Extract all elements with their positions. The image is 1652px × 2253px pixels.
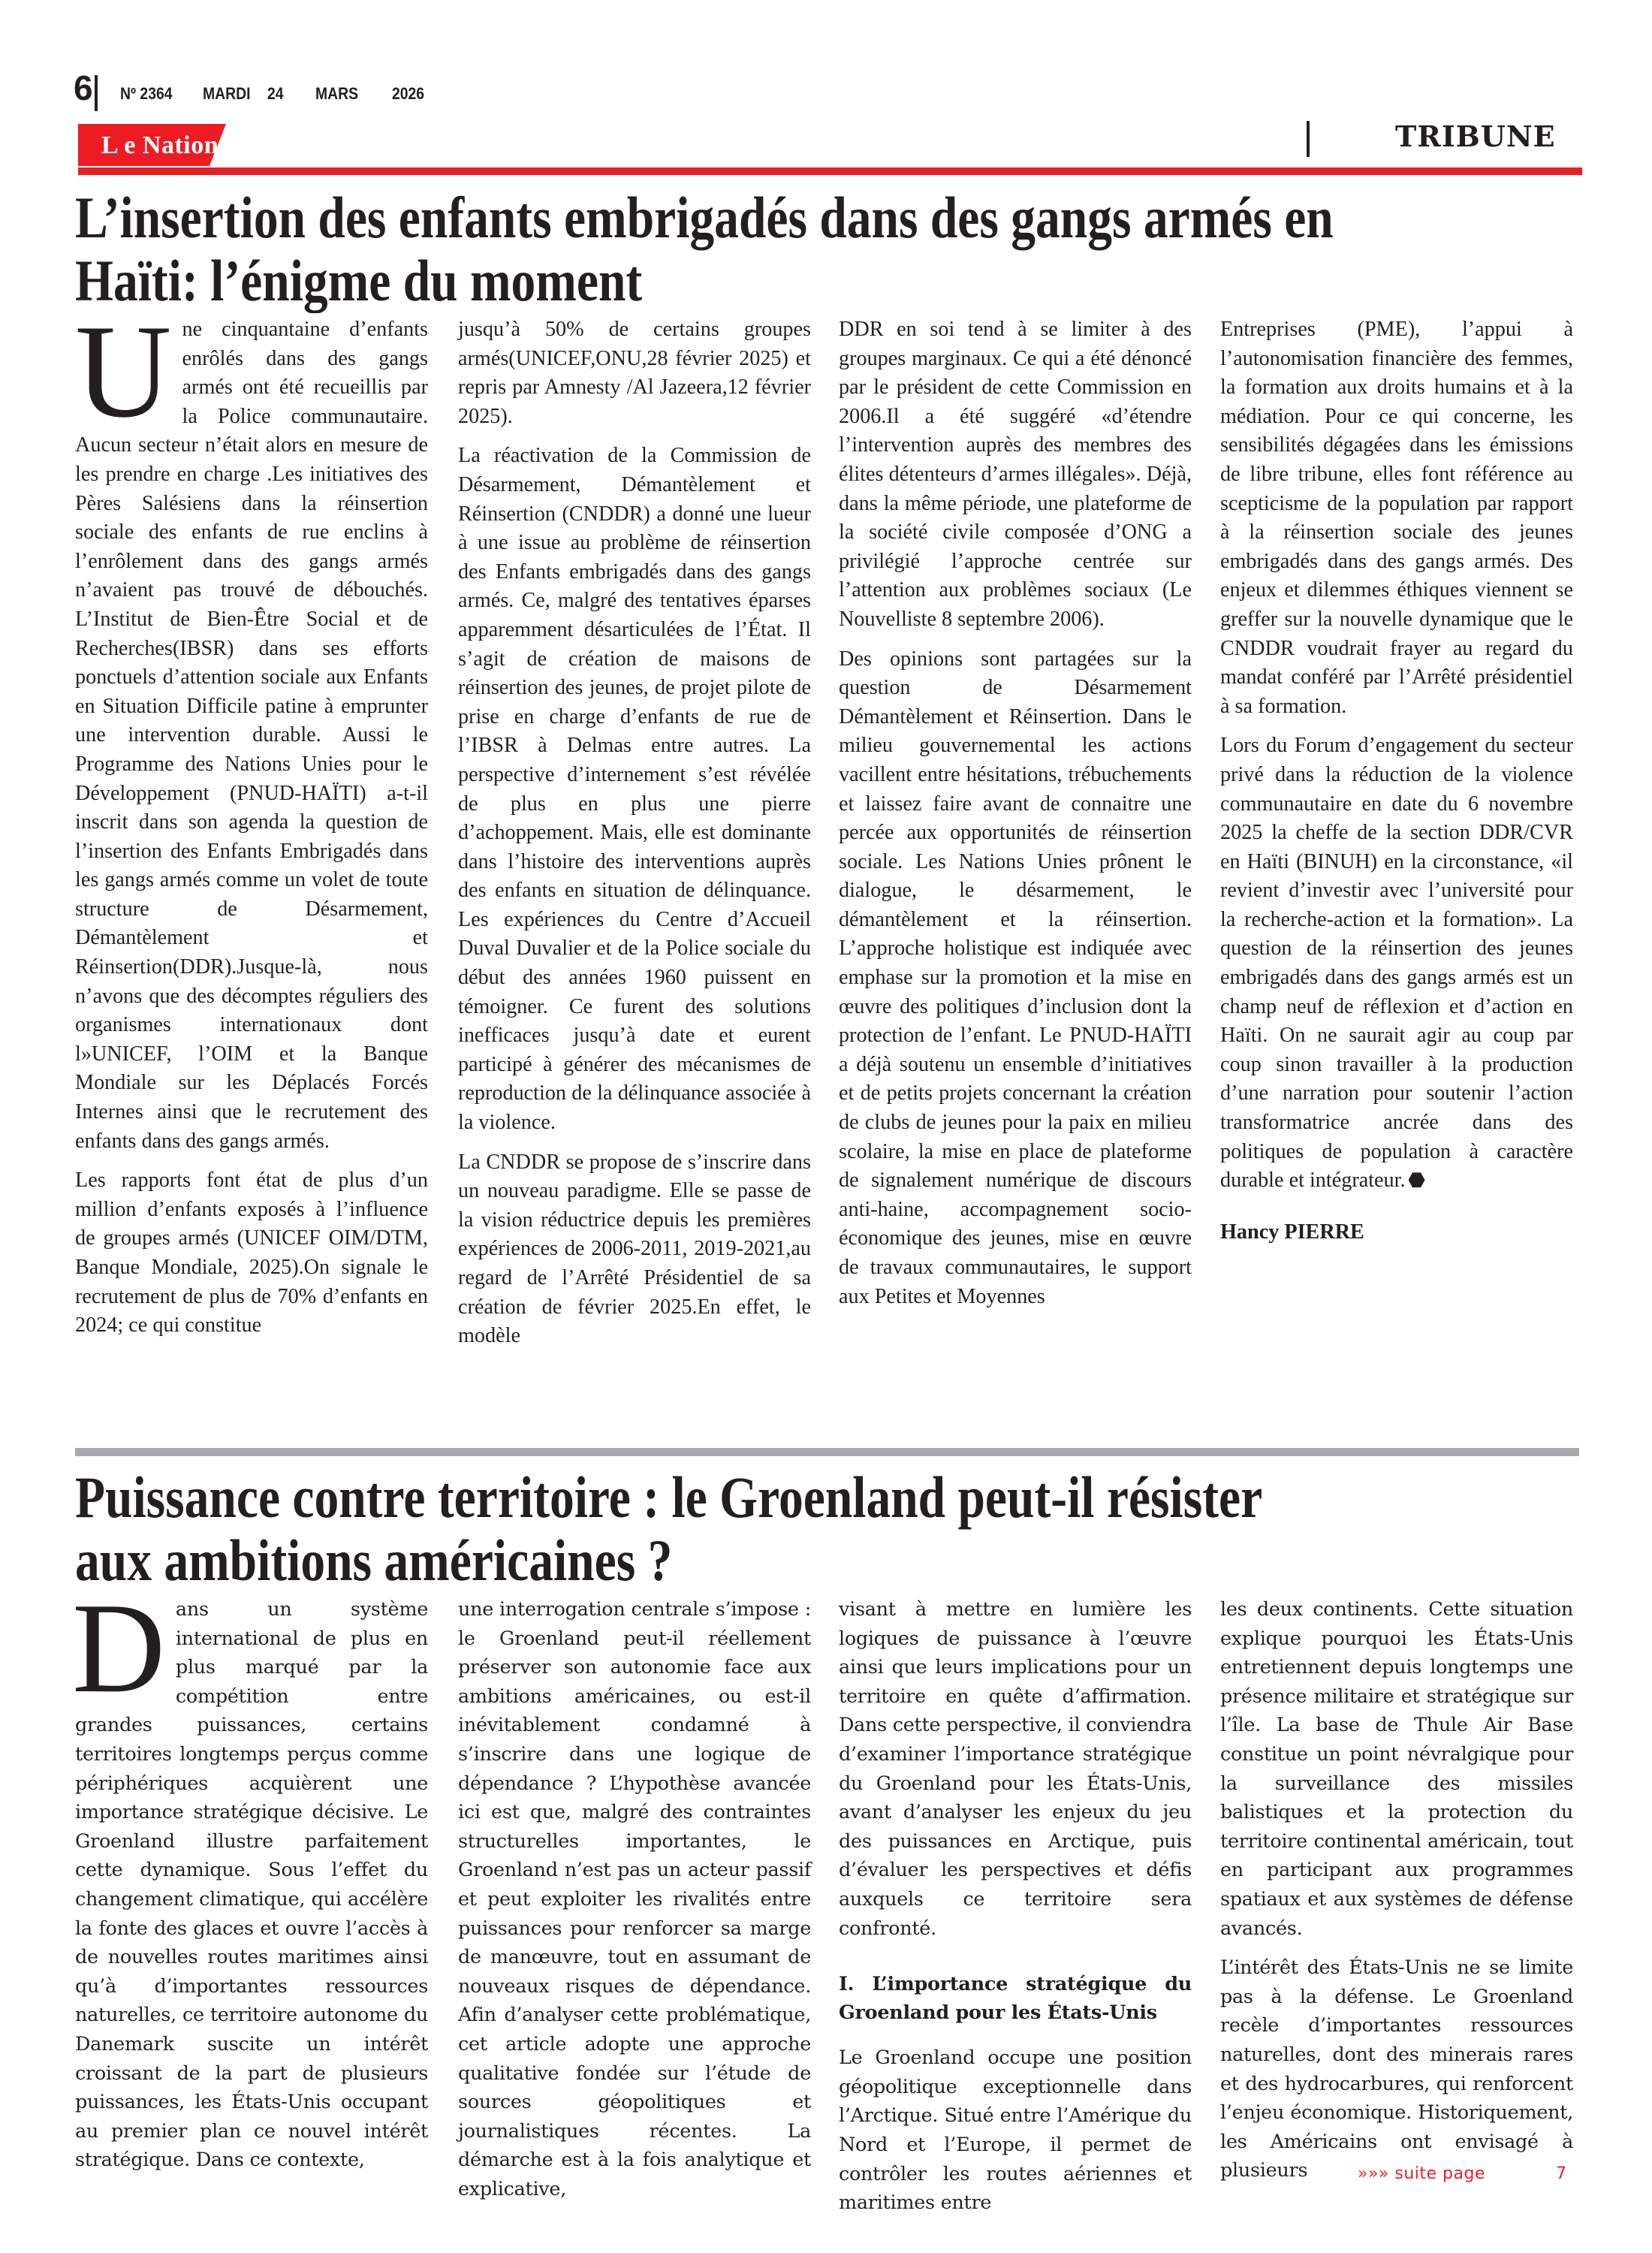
article1-column-1 xyxy=(75,297,428,1351)
article2-title-line1: Puissance contre territoire : le Groenland peut-il résister xyxy=(75,1464,1263,1530)
article1-paragraph: Entreprises (PME), l’appui à l’autonomisation financière des femmes, la formation aux droits humains et à la médiation. Pour ce qui concerne, les sensibilités dégagées dans les émissions de libre tribune, elles font référence au scepticisme de la population par rapport à la réinsertion sociale des jeunes embrigadés dans des gangs armés. Des enjeux et dilemmes éthiques viennent se greffer sur la nouvelle dynamique que le CNDDR voudrait frayer au regard du mandat conféré par l’Arrêté présidentiel à sa formation. xyxy=(1220,318,1573,718)
issue-month: MARS xyxy=(315,84,359,103)
author-byline: Hancy PIERRE xyxy=(1220,1220,1364,1244)
article2-column-3 xyxy=(839,1595,1192,2228)
section-subheading: I. L’importance stratégique du Groenland pour les États-Unis xyxy=(839,1973,1192,2025)
article1-title xyxy=(75,186,1334,312)
article2-title xyxy=(75,1466,1262,1592)
article2-paragraph: les deux continents. Cette situation explique pourquoi les États-Unis entretiennent depuis longtemps une présence militaire et stratégique sur l’île. La base de Thule Air Base constitue un point névralgique pour la surveillance des missiles balistiques et la protection du territoire continental américain, tout en participant aux programmes spatiaux et aux systèmes de défense avancés. xyxy=(1220,1598,1573,1940)
continued-page-number[interactable]: 7 xyxy=(1556,2164,1566,2183)
article1-paragraph: La CNDDR se propose de s’inscrire dans un nouveau paradigme. Elle se passe de la vision réductrice depuis les premières expériences de 2006-2011, 2019-2021,au regard de l’Arrêté Présidentiel de sa création de février 2025.En effet, le modèle xyxy=(458,1150,811,1348)
page-number: 6 xyxy=(74,68,93,107)
article1-column-4 xyxy=(1220,315,1573,1257)
article2-paragraph: une interrogation centrale s’impose : le Groenland peut-il réellement préserver son autonomie face aux ambitions américaines, ou est-il inévitablement condamné à s’inscrire dans une logique de dépendance ? L’hypothèse avancée ici est que, malgré des contraintes structurelles importantes, le Groenland n’est pas un acteur passif et peut exploiter les rivalités entre puissances pour renforcer sa marge de manœuvre, tout en assumant de nouveaux risques de dépendance. Afin d’analyser cette problématique, cet article adopte une approche qualitative fondée sur l’étude de sources géopolitiques et journalistiques récentes. La démarche est à la fois analytique et explicative, xyxy=(458,1598,811,2200)
article1-paragraph: Une cinquantaine d’enfants enrôlés dans des gangs armés ont été recueillis par la Police communautaire. Aucun secteur n’était alors en mesure de les prendre en charge .Les initiatives des Pères Salésiens dans la réinsertion sociale des enfants de rue enclins à l’enrôlement dans des gangs armés n’avaient pas trouvé de débouchés. L’Institut de Bien-Être Social et de Recherches(IBSR) dans ses efforts ponctuels d’attention sociale aux Enfants en Situation Difficile patine à emprunter une intervention durable. Aussi le Programme des Nations Unies pour le Développement (PNUD-HAÏTI) a-t-il inscrit dans son agenda la question de l’insertion des Enfants Embrigadés dans les gangs armés comme un volet de toute structure de Désarmement, Démantèlement et Réinsertion(DDR).Jusque-là, nous n’avons que des décomptes réguliers des organismes internationaux dont l»UNICEF, l’OIM et la Banque Mondiale sur les Déplacés Forcés Internes ainsi que le recrutement des enfants dans des gangs armés. xyxy=(75,297,428,1153)
continued-on-label[interactable]: »»» suite page xyxy=(1358,2164,1485,2183)
section-label: TRIBUNE xyxy=(1395,119,1556,153)
article1-title-line1: L’insertion des enfants embrigadés dans des gangs armés en xyxy=(75,185,1334,250)
issue-day: MARDI xyxy=(203,84,251,103)
article2-column-1 xyxy=(72,1577,428,2185)
issue-number: Nº 2364 xyxy=(120,84,173,103)
article2-column-4 xyxy=(1220,1595,1573,2196)
article1-column-3 xyxy=(839,315,1192,1322)
drop-cap: D xyxy=(72,1577,165,1720)
page-number-divider xyxy=(95,75,98,111)
article1-paragraph: Lors du Forum d’engagement du secteur privé dans la réduction de la violence communautaire en date du 6 novembre 2025 la cheffe de la section DDR/CVR en Haïti (BINUH) en la circonstance, «il revient d’investir avec l’université pour la recherche-action et la formation». La question de la réinsertion des jeunes embrigadés dans des gangs armés est un champ neuf de réflexion et d’action en Haïti. On ne saurait agir au coup par coup sinon travailler à la production d’une narration pour soutenir l’action transformatrice ancrée dans des politiques de population à caractère durable et intégrateur. xyxy=(1220,734,1573,1193)
issue-date: 24 xyxy=(267,84,284,103)
section-divider xyxy=(1307,121,1310,157)
article1-paragraph: DDR en soi tend à se limiter à des groupes marginaux. Ce qui a été dénoncé par le président de cette Commission en 2006.Il a été suggéré «d’étendre l’intervention auprès des membres des élites détenteurs d’armes illégales». Déjà, dans la même période, une plateforme de la société civile composée d’ONG a privilégié l’approche centrée sur l’attention aux problèmes sociaux (Le Nouvelliste 8 septembre 2006). xyxy=(839,318,1192,631)
article1-paragraph: Les rapports font état de plus d’un million d’enfants exposés à l’influence de groupes armés (UNICEF OIM/DTM, Banque Mondiale, 2025).On signale le recrutement de plus de 70% d’enfants en 2024; ce qui constitue xyxy=(75,1169,428,1338)
header-red-rule xyxy=(78,167,1582,175)
article1-title-line2: Haïti: l’énigme du moment xyxy=(75,248,643,313)
article1-paragraph: jusqu’à 50% de certains groupes armés(UNICEF,ONU,28 février 2025) et repris par Amnesty /Al Jazeera,12 février 2025). xyxy=(458,318,811,428)
article2-paragraph: visant à mettre en lumière les logiques de puissance à l’œuvre ainsi que leurs implications pour un territoire en quête d’affirmation. Dans cette perspective, il conviendra d’examiner l’importance stratégique du Groenland pour les États-Unis, avant d’analyser les enjeux du jeu des puissances en Arctique, puis d’évaluer les perspectives et défis auxquels ce territoire sera confronté. xyxy=(839,1598,1192,1940)
article1-column-2 xyxy=(458,315,811,1362)
article2-title-line2: aux ambitions américaines ? xyxy=(75,1528,673,1593)
issue-year: 2026 xyxy=(392,84,425,103)
end-of-article-icon xyxy=(1409,1172,1425,1188)
drop-cap: U xyxy=(75,297,172,445)
article1-paragraph: Des opinions sont partagées sur la question de Désarmement Démantèlement et Réinsertion. Dans le milieu gouvernemental les actions vacillent entre hésitations, trébuchements et laissez faire avant de connaitre une percée aux opportunités de réinsertion sociale. Les Nations Unies prônent le dialogue, le désarmement, le démantèlement et la réinsertion. L’approche holistique est indiquée avec emphase sur la promotion et la mise en œuvre des politiques d’inclusion dont la protection de l’enfant. Le PNUD-HAÏTI a déjà soutenu un ensemble d’initiatives et de petits projets concernant la création de clubs de jeunes pour la paix en milieu scolaire, la mise en place de plateforme de signalement numérique de discours anti-haine, accompagnement socio-économique des jeunes, mise en œuvre de travaux communautaires, le support aux Petites et Moyennes xyxy=(839,647,1192,1308)
article2-column-2 xyxy=(458,1595,811,2214)
article-divider xyxy=(75,1448,1579,1456)
publication-name: L e National xyxy=(101,131,240,159)
article1-paragraph: La réactivation de la Commission de Désarmement, Démantèlement et Réinsertion (CNDDR) a donné une lueur à une issue au problème de réinsertion des Enfants embrigadés dans des gangs armés. Ce, malgré des tentatives éparses apparemment désarticulées de l’État. Il s’agit de création de maisons de réinsertion des jeunes, de projet pilote de prise en charge d’enfants de rue de l’IBSR à Delmas entre autres. La perspective d’internement s’est révélée de plus en plus une pierre d’achoppement. Mais, elle est dominante dans l’histoire des interventions auprès des enfants en situation de délinquance. Les expériences du Centre d’Accueil Duval Duvalier et de la Police sociale du début des années 1960 puissent en témoigner. Ce furent des solutions inefficaces jusqu’à date et eurent participé à générer des mécanismes de reproduction de la délinquance associée à la violence. xyxy=(458,444,811,1135)
article2-paragraph: L’intérêt des États-Unis ne se limite pas à la défense. Le Groenland recèle d’importantes ressources naturelles, dont des minerais rares et des hydrocarbures, qui renforcent l’enjeu économique. Historiquement, les Américains ont envisagé à plusieurs xyxy=(1220,1956,1573,2182)
article2-paragraph: Dans un système international de plus en plus marqué par la compétition entre grandes puissances, certains territoires longtemps perçus comme périphériques acquièrent une importance stratégique décisive. Le Groenland illustre parfaitement cette dynamique. Sous l’effet du changement climatique, qui accélère la fonte des glaces et ouvre l’accès à de nouvelles routes maritimes ainsi qu’à d’importantes ressources naturelles, ce territoire autonome du Danemark suscite un intérêt croissant de la part de plusieurs puissances, les États-Unis occupant au premier plan ce nouvel intérêt stratégique. Dans ce contexte, xyxy=(72,1577,428,2172)
article2-paragraph: Le Groenland occupe une position géopolitique exceptionnelle dans l’Arctique. Situé entre l’Amérique du Nord et l’Europe, il permet de contrôler les routes aériennes et maritimes entre xyxy=(839,2046,1192,2215)
